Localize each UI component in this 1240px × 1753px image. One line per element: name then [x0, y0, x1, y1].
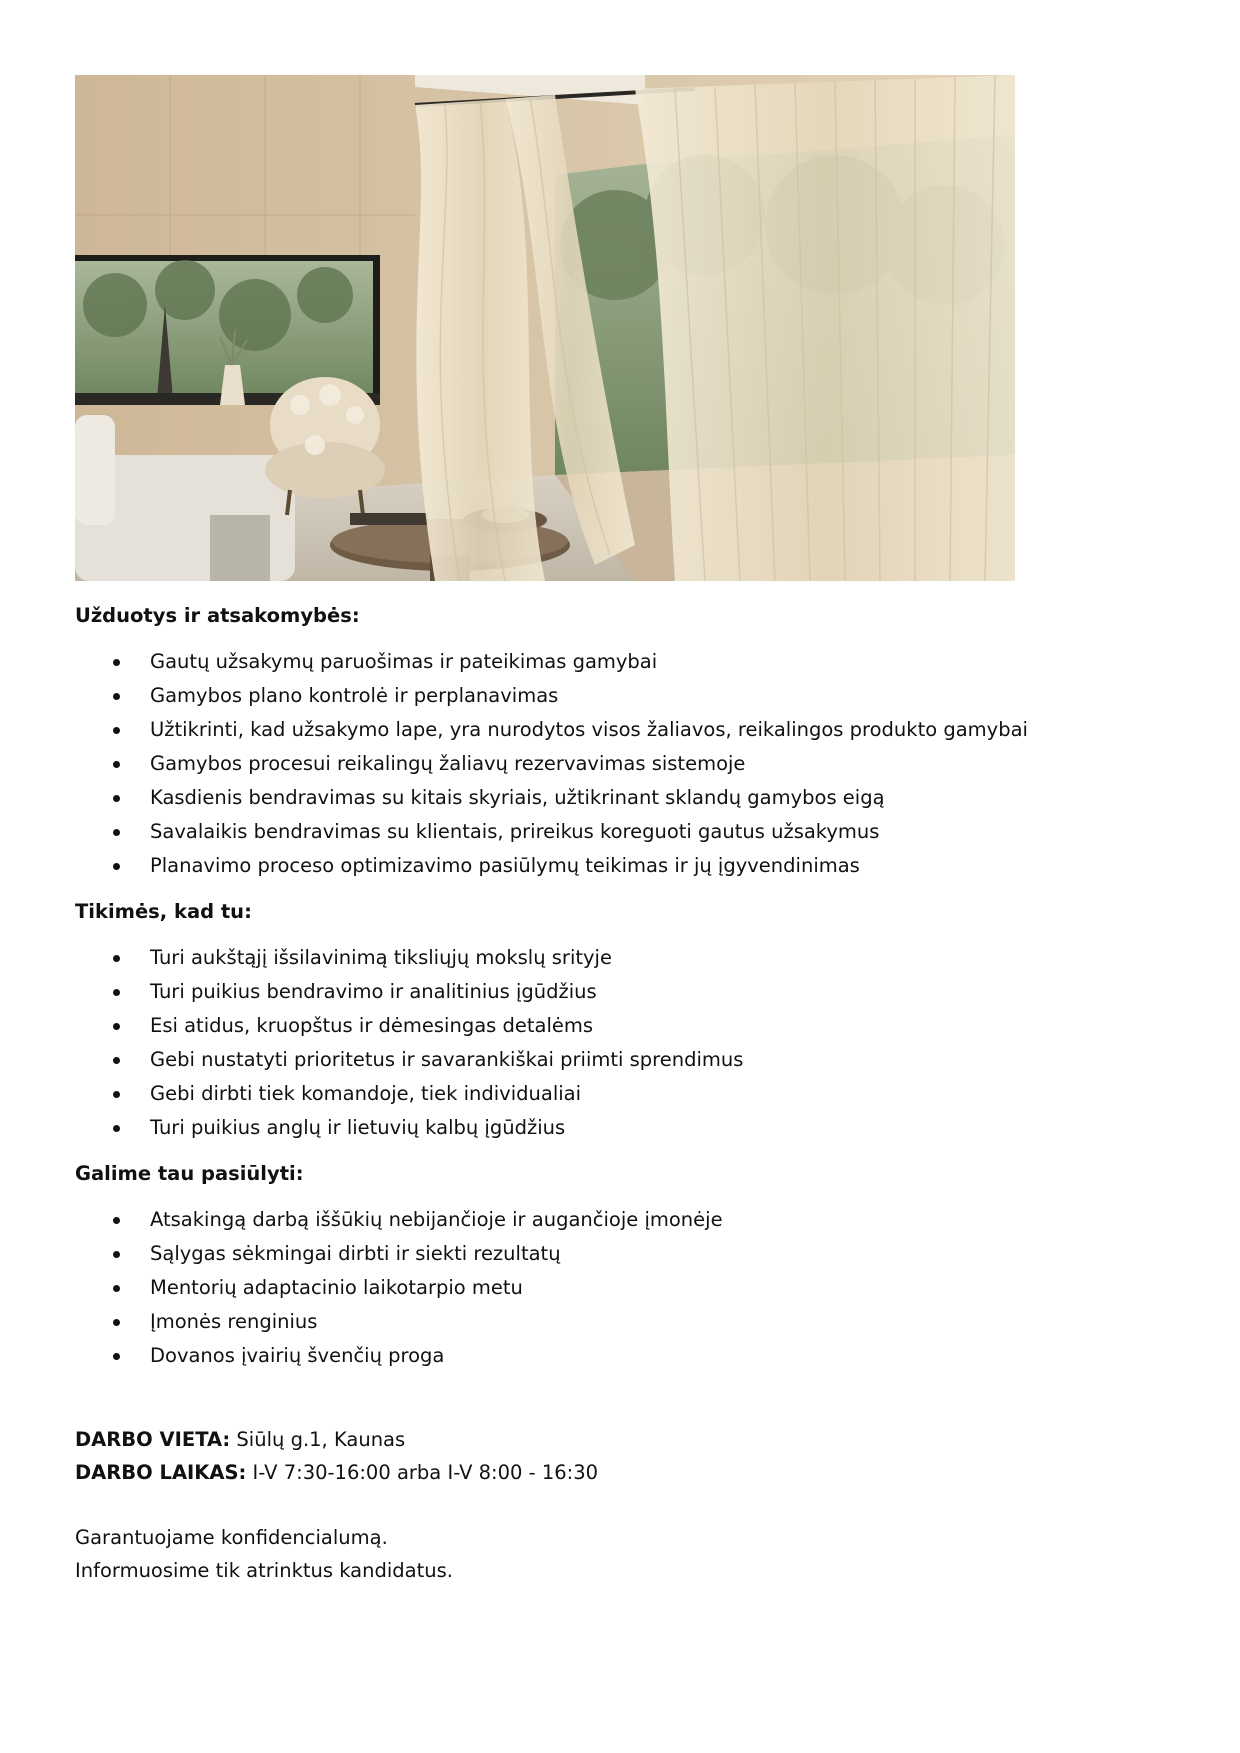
list-item: Atsakingą darbą iššūkių nebijančioje ir augančioje įmonėje [75, 1203, 1165, 1237]
bullet-icon [113, 863, 120, 870]
expectations-list [75, 941, 1165, 1145]
bullet-icon [113, 693, 120, 700]
job-posting [75, 75, 1165, 1587]
work-info [75, 1423, 1165, 1489]
bullet-icon [113, 1319, 120, 1326]
list-item: Užtikrinti, kad užsakymo lape, yra nurodytos visos žaliavos, reikalingos produkto gamybai [75, 713, 1165, 747]
list-item: Turi puikius bendravimo ir analitinius įgūdžius [75, 975, 1165, 1009]
selection-note: Informuosime tik atrinktus kandidatus. [75, 1559, 453, 1582]
bullet-icon [113, 795, 120, 802]
bullet-icon [113, 1057, 120, 1064]
tasks-list [75, 645, 1165, 883]
work-hours: DARBO LAIKAS: I-V 7:30-16:00 arba I-V 8:00 - 16:30 [75, 1461, 599, 1484]
list-item: Turi puikius anglų ir lietuvių kalbų įgūdžius [75, 1111, 1165, 1145]
list-item: Savalaikis bendravimas su klientais, prireikus koreguoti gautus užsakymus [75, 815, 1165, 849]
bullet-icon [113, 1353, 120, 1360]
list-item: Gebi dirbti tiek komandoje, tiek individualiai [75, 1077, 1165, 1111]
bullet-icon [113, 829, 120, 836]
list-item: Planavimo proceso optimizavimo pasiūlymų teikimas ir jų įgyvendinimas [75, 849, 1165, 883]
bullet-icon [113, 1285, 120, 1292]
bullet-icon [113, 1023, 120, 1030]
list-item: Kasdienis bendravimas su kitais skyriais, užtikrinant sklandų gamybos eigą [75, 781, 1165, 815]
section-heading-offer: Galime tau pasiūlyti: [75, 1162, 304, 1185]
bullet-icon [113, 1125, 120, 1132]
bullet-icon [113, 659, 120, 666]
closing-notes [75, 1521, 1165, 1587]
bullet-icon [113, 989, 120, 996]
bullet-icon [113, 1217, 120, 1224]
section-heading-tasks: Užduotys ir atsakomybės: [75, 604, 360, 627]
list-item: Turi aukštąjį išsilavinimą tiksliųjų mokslų srityje [75, 941, 1165, 975]
list-item: Gebi nustatyti prioritetus ir savarankiškai priimti sprendimus [75, 1043, 1165, 1077]
list-item: Įmonės renginius [75, 1305, 1165, 1339]
list-item: Gautų užsakymų paruošimas ir pateikimas gamybai [75, 645, 1165, 679]
confidentiality-note: Garantuojame konfidencialumą. [75, 1526, 388, 1549]
list-item: Gamybos procesui reikalingų žaliavų rezervavimas sistemoje [75, 747, 1165, 781]
bullet-icon [113, 1091, 120, 1098]
bullet-icon [113, 955, 120, 962]
section-heading-expectations: Tikimės, kad tu: [75, 900, 252, 923]
bullet-icon [113, 1251, 120, 1258]
list-item: Sąlygas sėkmingai dirbti ir siekti rezultatų [75, 1237, 1165, 1271]
offer-list [75, 1203, 1165, 1373]
list-item: Mentorių adaptacinio laikotarpio metu [75, 1271, 1165, 1305]
work-location: DARBO VIETA: Siūlų g.1, Kaunas [75, 1428, 406, 1451]
list-item: Gamybos plano kontrolė ir perplanavimas [75, 679, 1165, 713]
bullet-icon [113, 727, 120, 734]
list-item: Esi atidus, kruopštus ir dėmesingas detalėms [75, 1009, 1165, 1043]
living-room-photo [75, 75, 1015, 581]
bullet-icon [113, 761, 120, 768]
list-item: Dovanos įvairių švenčių proga [75, 1339, 1165, 1373]
